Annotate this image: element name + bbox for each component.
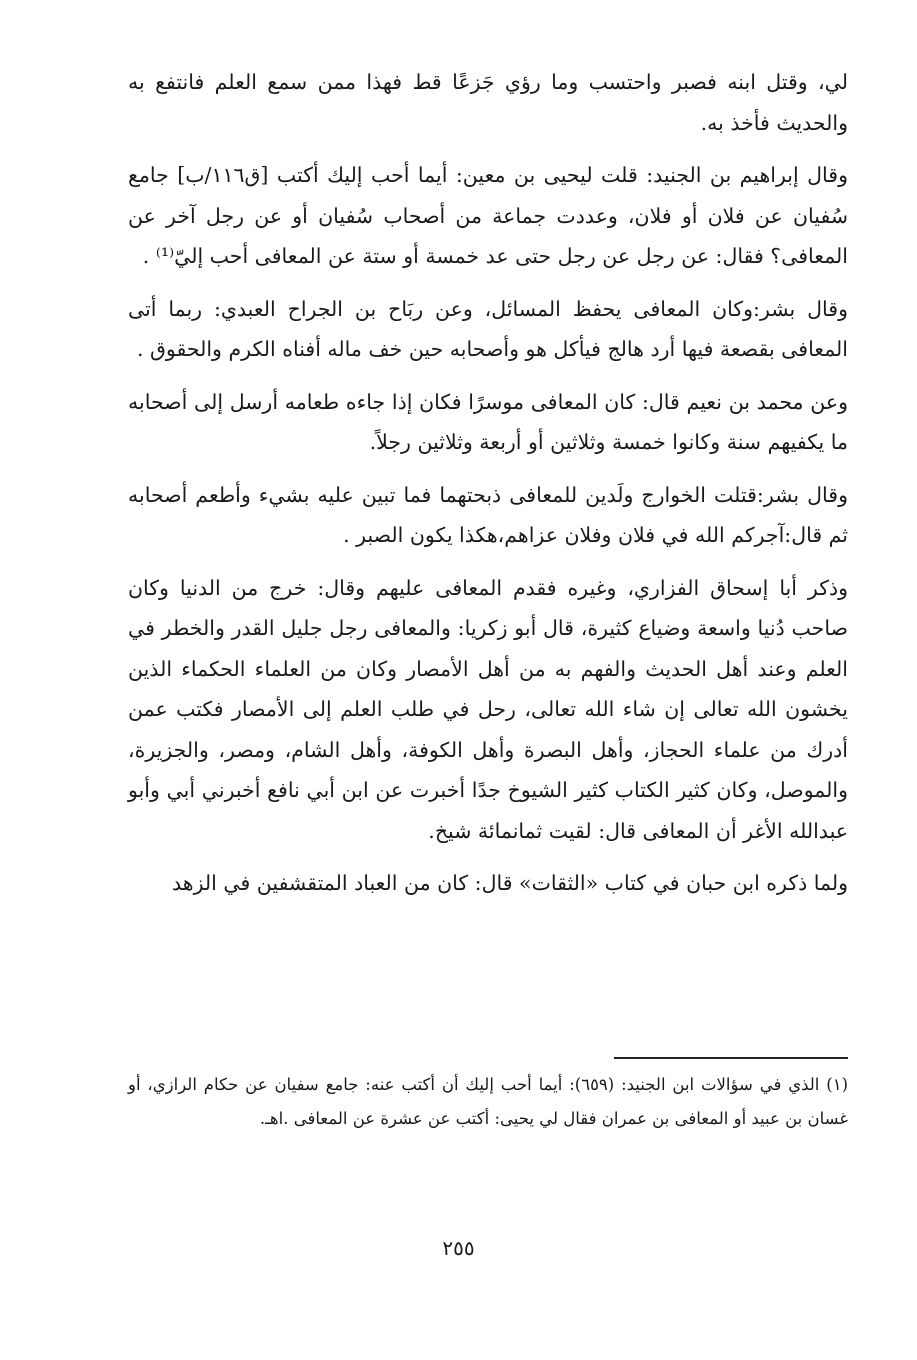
paragraph-6: وذكر أبا إسحاق الفزاري، وغيره فقدم المعافى عليهم وقال: خرج من الدنيا وكان صاحب دُنيا واسعة وضياع كثيرة، قال أبو زكريا: والمعافى رجل جليل القدر والخطر في العلم وعند أهل الحديث والفهم به من أهل الأمصار وكان من العلماء الحكماء الذين يخشون الله تعالى إن شاء الله تعالى، رحل في طلب العلم إلى الأمصار فكتب عمن أدرك من علماء الحجاز، وأهل البصرة وأهل الكوفة، وأهل الشام، ومصر، والجزيرة، والموصل، وكان كثير الكتاب كثير الشيوخ جدًا أخبرت عن ابن أبي نافع أخبرني أبي وأبو عبدالله الأغر أن المعافى قال: لقيت ثمانمائة شيخ. [128, 575, 848, 843]
paragraph-4: وعن محمد بن نعيم قال: كان المعافى موسرًا فكان إذا جاءه طعامه أرسل إلى أصحابه ما يكفيهم سنة وكانوا خمسة وثلاثين أو أربعة وثلاثين رجلاً. [128, 389, 848, 454]
paragraph-2: وقال إبراهيم بن الجنيد: قلت ليحيى بن معين: أيما أحب إليك أكتب [ق١١٦/ب] جامع سُفيان عن فلان أو فلان، وعددت جماعة من أصحاب سُفيان أو عن رجل آخر عن المعافى؟ فقال: عن رجل عن رجل حتى عد خمسة أو ستة عن المعافى أحب إليّ⁽¹⁾ . [128, 163, 848, 268]
main-text [128, 62, 848, 916]
page-number: ٢٥٥ [442, 1236, 475, 1260]
footnote-1: (١) الذي في سؤالات ابن الجنيد: (٦٥٩): أيما أحب إليك أن أكتب عنه: جامع سفيان عن حكام الرازي، أو غسان بن عبيد أو المعافى بن عمران فقال لي يحيى: أكتب عن عشرة عن المعافى .اهـ. [128, 1075, 848, 1128]
footnote-divider [614, 1057, 848, 1059]
paragraph-1: لي، وقتل ابنه فصبر واحتسب وما رؤي جَزعًا قط فهذا ممن سمع العلم فانتفع به والحديث فأخذ به. [128, 70, 848, 135]
paragraph-3: وقال بشر:وكان المعافى يحفظ المسائل، وعن ربَاح بن الجراح العبدي: ربما أتى المعافى بقصعة فيها أرد هالج فيأكل هو وأصحابه حين خف ماله أفناه الكرم والحقوق . [128, 296, 848, 361]
paragraph-5: وقال بشر:قتلت الخوارج ولَدين للمعافى ذبحتهما فما تبين عليه بشيء وأطعم أصحابه ثم قال:آجركم الله في فلان وفلان عزاهم،هكذا يكون الصبر . [128, 482, 848, 547]
footnotes-section [128, 1068, 848, 1135]
paragraph-7: ولما ذكره ابن حبان في كتاب «الثقات» قال: كان من العباد المتقشفين في الزهد [172, 871, 848, 895]
